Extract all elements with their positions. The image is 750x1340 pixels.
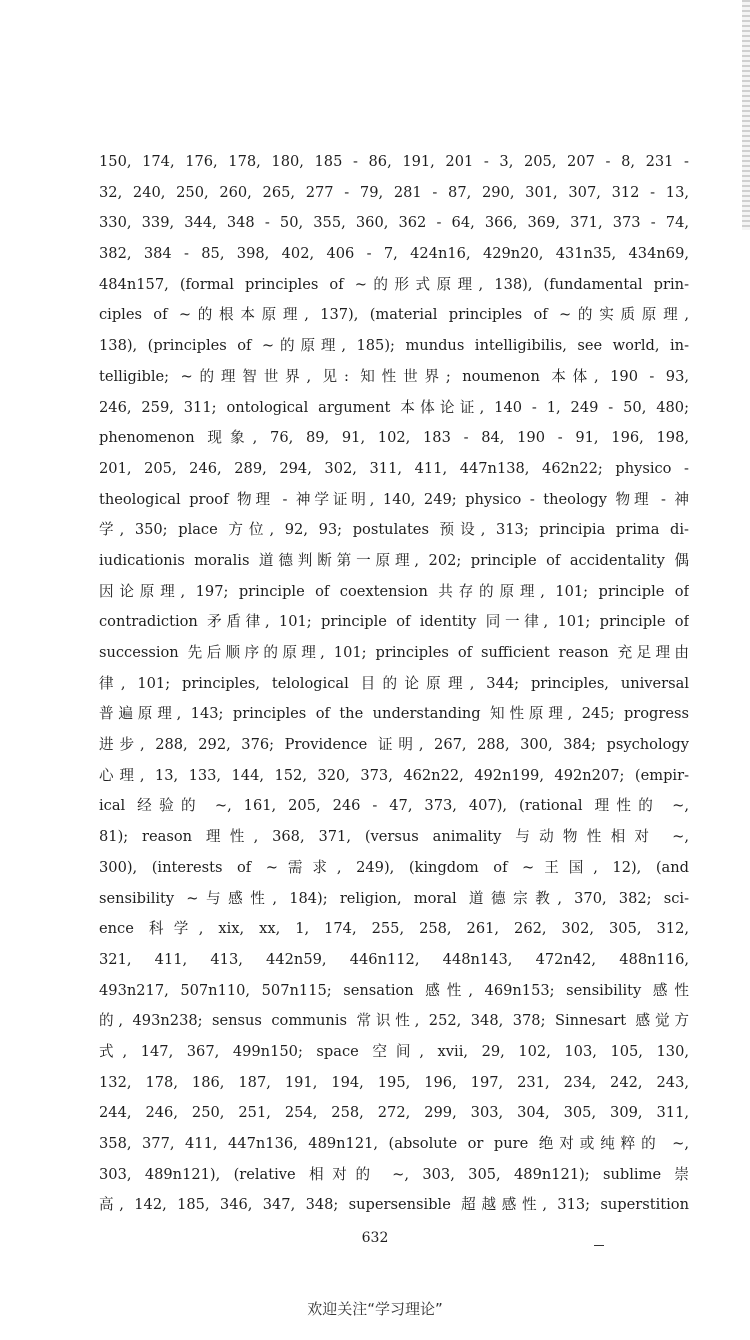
index-line: 493n217, 507n110, 507n115; sensation 感性, 469n153; sensibility 感性 (99, 981, 689, 999)
index-line: 138), (principles of ~的原理, 185); mundus intelligibilis, see world, in- (99, 337, 689, 355)
index-line: 的, 493n238; sensus communis 常识性, 252, 348, 378; Sinnesart 感觉方 (99, 1012, 689, 1030)
index-line: 244, 246, 250, 251, 254, 258, 272, 299, 303, 304, 305, 309, 311, (99, 1104, 689, 1122)
page-number: 632 (361, 1230, 389, 1246)
index-line: 式, 147, 367, 499n150; space 空间, xvii, 29, 102, 103, 105, 130, (99, 1042, 689, 1060)
index-line: ciples of ~的根本原理, 137), (material principles of ~的实质原理, (99, 306, 689, 324)
index-line: theological proof 物理 - 神学证明, 140, 249; physico - theology 物理 - 神 (99, 490, 689, 508)
index-line: contradiction 矛盾律, 101; principle of identity 同一律, 101; principle of (99, 613, 689, 631)
index-line: 心理, 13, 133, 144, 152, 320, 373, 462n22, 492n199, 492n207; (empir- (99, 766, 689, 784)
index-line: 律, 101; principles, telological 目的论原理, 344; principles, universal (99, 674, 689, 692)
index-line: 303, 489n121), (relative 相对的 ~, 303, 305, 489n121); sublime 崇 (99, 1165, 689, 1183)
index-line: 进步, 288, 292, 376; Providence 证明, 267, 288, 300, 384; psychology (99, 736, 689, 754)
index-text-block (99, 147, 689, 1221)
scan-mark (594, 1245, 604, 1246)
index-line: iudicationis moralis 道德判断第一原理, 202; principle of accidentality 偶 (99, 551, 689, 569)
index-line: phenomenon 现象, 76, 89, 91, 102, 183 - 84, 190 - 91, 196, 198, (99, 429, 689, 447)
footer-watermark-text: 欢迎关注“学习理论” (307, 1300, 443, 1318)
index-line: 246, 259, 311; ontological argument 本体论证, 140 - 1, 249 - 50, 480; (99, 398, 689, 416)
index-line: ence 科学, xix, xx, 1, 174, 255, 258, 261, 262, 302, 305, 312, (99, 920, 689, 938)
index-line: 132, 178, 186, 187, 191, 194, 195, 196, 197, 231, 234, 242, 243, (99, 1073, 689, 1091)
index-line: sensibility ~与感性, 184); religion, moral 道德宗教, 370, 382; sci- (99, 889, 689, 907)
index-line: 330, 339, 344, 348 - 50, 355, 360, 362 - 64, 366, 369, 371, 373 - 74, (99, 214, 689, 232)
index-line: ical 经验的 ~, 161, 205, 246 - 47, 373, 407), (rational 理性的 ~, (99, 797, 689, 815)
index-line: telligible; ~的理智世界, 见: 知性世界; noumenon 本体, 190 - 93, (99, 367, 689, 385)
index-line: 201, 205, 246, 289, 294, 302, 311, 411, 447n138, 462n22; physico - (99, 459, 689, 477)
index-line: 32, 240, 250, 260, 265, 277 - 79, 281 - 87, 290, 301, 307, 312 - 13, (99, 183, 689, 201)
index-line: 因论原理, 197; principle of coextension 共存的原理, 101; principle of (99, 582, 689, 600)
index-line: 81); reason 理性, 368, 371, (versus animality 与动物性相对 ~, (99, 828, 689, 846)
index-line: 学, 350; place 方位, 92, 93; postulates 预设, 313; principia prima di- (99, 521, 689, 539)
index-line: 358, 377, 411, 447n136, 489n121, (absolute or pure 绝对或纯粹的 ~, (99, 1135, 689, 1152)
scan-edge-marks (742, 0, 750, 230)
index-line: 321, 411, 413, 442n59, 446n112, 448n143, 472n42, 488n116, (99, 950, 689, 968)
index-line: 高, 142, 185, 346, 347, 348; supersensible 超越感性, 313; superstition (99, 1196, 689, 1214)
index-line: succession 先后顺序的原理, 101; principles of sufficient reason 充足理由 (99, 644, 689, 661)
index-line: 300), (interests of ~需求, 249), (kingdom of ~王国, 12), (and (99, 858, 689, 876)
index-line: 普遍原理, 143; principles of the understanding 知性原理, 245; progress (99, 705, 689, 723)
index-line: 382, 384 - 85, 398, 402, 406 - 7, 424n16, 429n20, 431n35, 434n69, (99, 245, 689, 263)
index-line: 484n157, (formal principles of ~的形式原理, 138), (fundamental prin- (99, 275, 689, 293)
index-line: 150, 174, 176, 178, 180, 185 - 86, 191, 201 - 3, 205, 207 - 8, 231 - (99, 153, 689, 170)
